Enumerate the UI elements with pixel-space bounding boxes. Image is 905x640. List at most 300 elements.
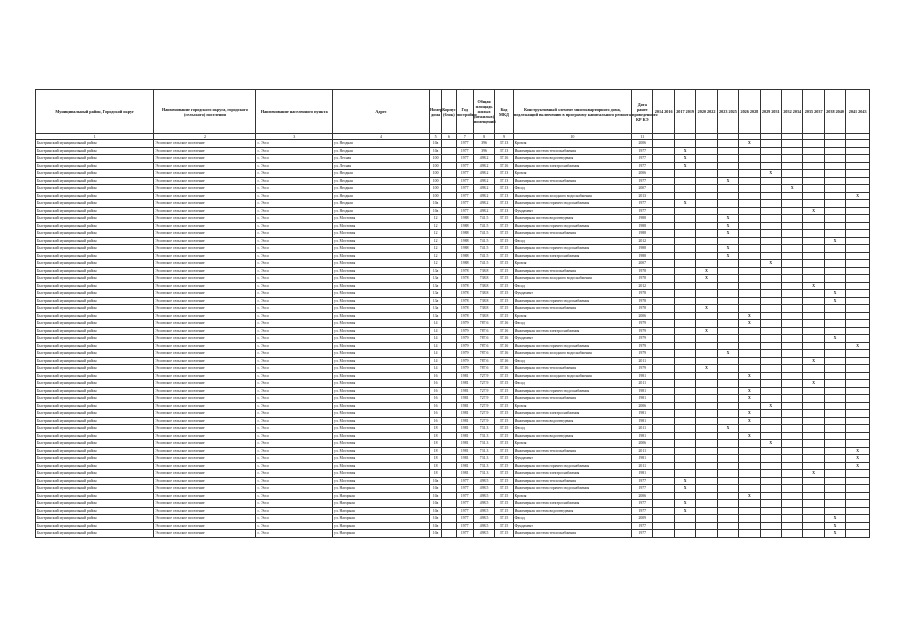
table-cell: ул. Нагорная: [333, 515, 430, 523]
schedule-cell: [739, 192, 760, 200]
table-cell: 1977: [456, 477, 473, 485]
table-cell: Эссовское сельское поселение: [154, 440, 256, 448]
schedule-cell: X: [803, 282, 824, 290]
schedule-cell: X: [824, 290, 845, 298]
table-cell: Быстринский муниципальный район: [36, 185, 154, 193]
table-cell: 10a: [430, 140, 442, 148]
table-cell: Эссовское сельское поселение: [154, 365, 256, 373]
table-cell: Быстринский муниципальный район: [36, 402, 154, 410]
schedule-cell: [674, 440, 695, 448]
table-cell: Эссовское сельское поселение: [154, 350, 256, 358]
table-cell: 37.15: [495, 312, 513, 320]
schedule-cell: [653, 387, 674, 395]
table-cell: 37.15: [495, 305, 513, 313]
table-cell: 37.15: [495, 410, 513, 418]
table-cell: ул. Мостовая: [333, 402, 430, 410]
schedule-cell: [803, 252, 824, 260]
table-cell: 12: [430, 260, 442, 268]
table-cell: 37.15: [495, 492, 513, 500]
table-cell: 16: [430, 417, 442, 425]
table-cell: Инженерная система электроснабжения: [513, 252, 631, 260]
table-cell: с. Эссо: [256, 230, 333, 238]
table-row: [36, 530, 870, 538]
schedule-cell: [674, 417, 695, 425]
table-cell: [442, 462, 456, 470]
table-cell: Быстринский муниципальный район: [36, 507, 154, 515]
schedule-cell: [782, 380, 803, 388]
table-cell: Быстринский муниципальный район: [36, 515, 154, 523]
table-cell: с. Эссо: [256, 425, 333, 433]
table-cell: Быстринский муниципальный район: [36, 320, 154, 328]
column-number-cell: 3: [256, 134, 333, 140]
schedule-cell: [846, 155, 870, 163]
schedule-cell: [782, 297, 803, 305]
table-cell: Инженерная система горячего водоснабжения: [513, 200, 631, 208]
table-cell: [442, 417, 456, 425]
schedule-cell: [653, 162, 674, 170]
table-cell: 1977: [456, 530, 473, 538]
table-cell: Эссовское сельское поселение: [154, 147, 256, 155]
header-cell: 2017 2019: [674, 90, 695, 134]
table-cell: Инженерная система теплоснабжения: [513, 477, 631, 485]
schedule-cell: [846, 350, 870, 358]
schedule-cell: [782, 177, 803, 185]
schedule-cell: X: [674, 162, 695, 170]
schedule-cell: [653, 320, 674, 328]
schedule-cell: [824, 147, 845, 155]
table-cell: Быстринский муниципальный район: [36, 522, 154, 530]
table-cell: ул. Ягодная: [333, 170, 430, 178]
schedule-cell: X: [846, 447, 870, 455]
table-cell: 10a: [430, 207, 442, 215]
schedule-cell: [717, 455, 738, 463]
table-row: [36, 477, 870, 485]
table-cell: Быстринский муниципальный район: [36, 327, 154, 335]
table-cell: Эссовское сельское поселение: [154, 320, 256, 328]
table-cell: Кровля: [513, 492, 631, 500]
table-cell: Быстринский муниципальный район: [36, 477, 154, 485]
schedule-cell: [760, 395, 781, 403]
schedule-cell: [653, 297, 674, 305]
schedule-cell: [782, 410, 803, 418]
schedule-cell: [717, 260, 738, 268]
schedule-cell: [846, 335, 870, 343]
table-cell: 100: [430, 177, 442, 185]
schedule-cell: [674, 387, 695, 395]
schedule-cell: [696, 455, 717, 463]
table-cell: Быстринский муниципальный район: [36, 365, 154, 373]
schedule-cell: [739, 215, 760, 223]
schedule-cell: [846, 522, 870, 530]
table-cell: 12: [430, 237, 442, 245]
schedule-cell: [739, 447, 760, 455]
schedule-cell: [717, 522, 738, 530]
schedule-cell: [782, 237, 803, 245]
table-cell: 18: [430, 447, 442, 455]
schedule-cell: [674, 357, 695, 365]
table-cell: Эссовское сельское поселение: [154, 222, 256, 230]
table-cell: 738.8: [473, 305, 494, 313]
table-cell: Инженерная система теплоснабжения: [513, 447, 631, 455]
table-cell: Инженерная система горячего водоснабжения: [513, 462, 631, 470]
table-cell: Инженерная система холодного водоснабжения: [513, 372, 631, 380]
schedule-cell: [696, 432, 717, 440]
schedule-cell: [824, 395, 845, 403]
table-cell: с. Эссо: [256, 245, 333, 253]
table-cell: 1979: [632, 335, 653, 343]
table-cell: [442, 207, 456, 215]
schedule-cell: [674, 372, 695, 380]
table-cell: ул. Мостовая: [333, 470, 430, 478]
table-cell: Эссовское сельское поселение: [154, 455, 256, 463]
header-cell: Муниципальный район, Городской округ: [36, 90, 154, 134]
schedule-cell: [653, 380, 674, 388]
schedule-cell: X: [717, 350, 738, 358]
table-cell: 2006: [632, 140, 653, 148]
table-cell: [442, 395, 456, 403]
table-cell: 100: [430, 185, 442, 193]
schedule-cell: X: [803, 357, 824, 365]
schedule-cell: X: [846, 342, 870, 350]
schedule-cell: [674, 425, 695, 433]
schedule-cell: [653, 222, 674, 230]
table-cell: Эссовское сельское поселение: [154, 402, 256, 410]
schedule-cell: [696, 425, 717, 433]
schedule-cell: [846, 267, 870, 275]
table-cell: Быстринский муниципальный район: [36, 252, 154, 260]
table-cell: [442, 162, 456, 170]
table-cell: 1977: [632, 507, 653, 515]
table-cell: Быстринский муниципальный район: [36, 222, 154, 230]
table-cell: Быстринский муниципальный район: [36, 395, 154, 403]
table-cell: [442, 432, 456, 440]
table-cell: Инженерная система водоотведения: [513, 432, 631, 440]
schedule-cell: [696, 185, 717, 193]
schedule-cell: [760, 327, 781, 335]
schedule-cell: [803, 440, 824, 448]
table-cell: [442, 192, 456, 200]
table-cell: 731.3: [473, 432, 494, 440]
schedule-cell: [782, 440, 803, 448]
table-cell: Быстринский муниципальный район: [36, 177, 154, 185]
schedule-cell: X: [739, 492, 760, 500]
table-cell: ул. Мостовая: [333, 342, 430, 350]
schedule-cell: [782, 522, 803, 530]
table-cell: 14: [430, 335, 442, 343]
table-cell: Фасад: [513, 425, 631, 433]
schedule-cell: X: [674, 485, 695, 493]
table-cell: 1981: [632, 372, 653, 380]
table-cell: 2006: [632, 402, 653, 410]
table-cell: 1979: [456, 327, 473, 335]
schedule-cell: [782, 260, 803, 268]
schedule-cell: [803, 365, 824, 373]
schedule-cell: [846, 372, 870, 380]
table-cell: с. Эссо: [256, 447, 333, 455]
table-cell: 37.15: [495, 485, 513, 493]
table-cell: Быстринский муниципальный район: [36, 335, 154, 343]
table-row: [36, 192, 870, 200]
table-row: [36, 380, 870, 388]
schedule-cell: [717, 305, 738, 313]
table-cell: 498.2: [473, 170, 494, 178]
schedule-cell: X: [824, 237, 845, 245]
table-cell: 1981: [456, 395, 473, 403]
schedule-cell: [674, 462, 695, 470]
table-cell: 498.5: [473, 500, 494, 508]
table-cell: [442, 357, 456, 365]
schedule-cell: [824, 417, 845, 425]
table-row: [36, 522, 870, 530]
table-cell: с. Эссо: [256, 297, 333, 305]
table-cell: 1988: [456, 245, 473, 253]
table-cell: 1988: [632, 252, 653, 260]
table-cell: ул. Мостовая: [333, 335, 430, 343]
table-cell: Эссовское сельское поселение: [154, 260, 256, 268]
table-cell: ул. Мостовая: [333, 365, 430, 373]
table-cell: с. Эссо: [256, 275, 333, 283]
table-row: [36, 245, 870, 253]
schedule-cell: X: [760, 260, 781, 268]
schedule-cell: [846, 402, 870, 410]
schedule-cell: [717, 342, 738, 350]
schedule-cell: [696, 147, 717, 155]
schedule-cell: [824, 432, 845, 440]
table-cell: Эссовское сельское поселение: [154, 275, 256, 283]
schedule-cell: [760, 192, 781, 200]
schedule-cell: [846, 395, 870, 403]
schedule-cell: [846, 530, 870, 538]
schedule-cell: [674, 530, 695, 538]
table-cell: 37.15: [495, 470, 513, 478]
schedule-cell: [782, 447, 803, 455]
table-cell: Быстринский муниципальный район: [36, 500, 154, 508]
schedule-cell: [653, 342, 674, 350]
schedule-cell: [846, 365, 870, 373]
table-cell: [442, 327, 456, 335]
table-row: [36, 432, 870, 440]
table-cell: Инженерная система холодного водоснабжения: [513, 275, 631, 283]
table-row: [36, 185, 870, 193]
schedule-cell: [782, 222, 803, 230]
table-cell: 738.8: [473, 297, 494, 305]
schedule-cell: X: [803, 470, 824, 478]
schedule-cell: [824, 140, 845, 148]
table-cell: [442, 215, 456, 223]
schedule-cell: [653, 327, 674, 335]
table-cell: 498.2: [473, 162, 494, 170]
table-cell: Эссовское сельское поселение: [154, 447, 256, 455]
schedule-cell: [717, 192, 738, 200]
table-cell: 1977: [632, 500, 653, 508]
schedule-cell: [760, 507, 781, 515]
schedule-cell: [653, 425, 674, 433]
schedule-cell: [803, 237, 824, 245]
table-cell: Эссовское сельское поселение: [154, 200, 256, 208]
header-cell: Корпус (блок): [442, 90, 456, 134]
schedule-cell: [674, 252, 695, 260]
schedule-cell: [782, 432, 803, 440]
table-cell: 1978: [632, 275, 653, 283]
table-cell: Быстринский муниципальный район: [36, 260, 154, 268]
table-cell: ул. Мостовая: [333, 462, 430, 470]
schedule-cell: [696, 440, 717, 448]
table-cell: ул. Мостовая: [333, 410, 430, 418]
table-cell: [442, 387, 456, 395]
schedule-cell: [760, 530, 781, 538]
table-cell: Быстринский муниципальный район: [36, 290, 154, 298]
table-cell: 37.16: [495, 327, 513, 335]
table-cell: ул. Мостовая: [333, 425, 430, 433]
schedule-cell: [760, 162, 781, 170]
table-cell: 1981: [632, 432, 653, 440]
table-cell: Инженерная система теплоснабжения: [513, 267, 631, 275]
schedule-cell: [739, 245, 760, 253]
schedule-cell: [824, 245, 845, 253]
table-cell: 100: [430, 170, 442, 178]
table-cell: 37.15: [495, 530, 513, 538]
schedule-cell: [653, 267, 674, 275]
table-cell: с. Эссо: [256, 267, 333, 275]
schedule-cell: [739, 155, 760, 163]
table-cell: [442, 440, 456, 448]
schedule-cell: [760, 342, 781, 350]
schedule-cell: [674, 335, 695, 343]
table-cell: 16: [430, 380, 442, 388]
table-cell: 1977: [632, 522, 653, 530]
table-cell: ул. Мостовая: [333, 387, 430, 395]
table-cell: 37.15: [495, 432, 513, 440]
table-cell: 37.15: [495, 290, 513, 298]
schedule-cell: [760, 230, 781, 238]
schedule-cell: [739, 522, 760, 530]
schedule-cell: [696, 462, 717, 470]
schedule-cell: [696, 252, 717, 260]
table-cell: 37.15: [495, 462, 513, 470]
schedule-cell: [782, 230, 803, 238]
schedule-cell: [653, 147, 674, 155]
header-cell: Дата ранее проведенного КР КЭ: [632, 90, 653, 134]
schedule-cell: [717, 170, 738, 178]
schedule-cell: X: [674, 477, 695, 485]
table-row: [36, 387, 870, 395]
table-cell: 1988: [632, 230, 653, 238]
schedule-cell: [782, 327, 803, 335]
table-cell: Кровля: [513, 312, 631, 320]
schedule-cell: [653, 305, 674, 313]
schedule-cell: [739, 402, 760, 410]
table-cell: [442, 365, 456, 373]
schedule-cell: [824, 162, 845, 170]
schedule-cell: [782, 147, 803, 155]
schedule-cell: [803, 200, 824, 208]
schedule-cell: [653, 177, 674, 185]
schedule-cell: [846, 245, 870, 253]
table-cell: Эссовское сельское поселение: [154, 185, 256, 193]
column-number-cell: 7: [456, 134, 473, 140]
table-row: [36, 357, 870, 365]
table-row: [36, 252, 870, 260]
schedule-cell: [696, 372, 717, 380]
schedule-cell: [824, 260, 845, 268]
table-cell: 37.13: [495, 185, 513, 193]
schedule-cell: [803, 327, 824, 335]
schedule-cell: X: [803, 207, 824, 215]
table-cell: с. Эссо: [256, 350, 333, 358]
table-cell: 16: [430, 402, 442, 410]
schedule-cell: [674, 245, 695, 253]
table-cell: 787.6: [473, 327, 494, 335]
table-cell: Быстринский муниципальный район: [36, 267, 154, 275]
schedule-cell: [782, 470, 803, 478]
table-cell: [442, 177, 456, 185]
table-cell: 498.2: [473, 192, 494, 200]
table-cell: ул. Мостовая: [333, 432, 430, 440]
table-cell: 396: [473, 140, 494, 148]
schedule-cell: [653, 462, 674, 470]
table-cell: Эссовское сельское поселение: [154, 267, 256, 275]
table-cell: 37.16: [495, 155, 513, 163]
table-cell: Инженерная система теплоснабжения: [513, 305, 631, 313]
schedule-cell: [760, 215, 781, 223]
header-cell: 2038 2040: [824, 90, 845, 134]
table-cell: 1988: [456, 252, 473, 260]
table-cell: Эссовское сельское поселение: [154, 357, 256, 365]
schedule-cell: [717, 372, 738, 380]
schedule-cell: [696, 447, 717, 455]
schedule-cell: [760, 185, 781, 193]
schedule-cell: [782, 267, 803, 275]
schedule-cell: [760, 312, 781, 320]
schedule-cell: [696, 350, 717, 358]
table-cell: 498.2: [473, 155, 494, 163]
schedule-cell: [846, 290, 870, 298]
schedule-cell: [846, 222, 870, 230]
table-cell: Эссовское сельское поселение: [154, 155, 256, 163]
table-cell: ул. Мостовая: [333, 282, 430, 290]
header-cell: Наименование населенного пункта: [256, 90, 333, 134]
schedule-cell: [739, 365, 760, 373]
schedule-cell: [739, 275, 760, 283]
schedule-cell: [782, 462, 803, 470]
schedule-cell: [674, 455, 695, 463]
table-cell: 1979: [456, 320, 473, 328]
table-cell: ул. Мостовая: [333, 447, 430, 455]
schedule-cell: [782, 170, 803, 178]
table-cell: 1988: [456, 215, 473, 223]
table-cell: ул. Мостовая: [333, 245, 430, 253]
table-cell: с. Эссо: [256, 155, 333, 163]
table-cell: Эссовское сельское поселение: [154, 305, 256, 313]
table-row: [36, 440, 870, 448]
schedule-cell: X: [739, 140, 760, 148]
table-cell: 498.2: [473, 185, 494, 193]
schedule-cell: X: [739, 410, 760, 418]
schedule-cell: [674, 215, 695, 223]
table-cell: Эссовское сельское поселение: [154, 417, 256, 425]
schedule-cell: [739, 252, 760, 260]
schedule-cell: [717, 290, 738, 298]
table-cell: с. Эссо: [256, 290, 333, 298]
table-cell: [442, 282, 456, 290]
table-cell: 498.5: [473, 507, 494, 515]
schedule-cell: X: [717, 222, 738, 230]
schedule-cell: [674, 402, 695, 410]
table-cell: Эссовское сельское поселение: [154, 192, 256, 200]
schedule-cell: [653, 470, 674, 478]
table-cell: 1981: [632, 417, 653, 425]
table-cell: Фасад: [513, 237, 631, 245]
